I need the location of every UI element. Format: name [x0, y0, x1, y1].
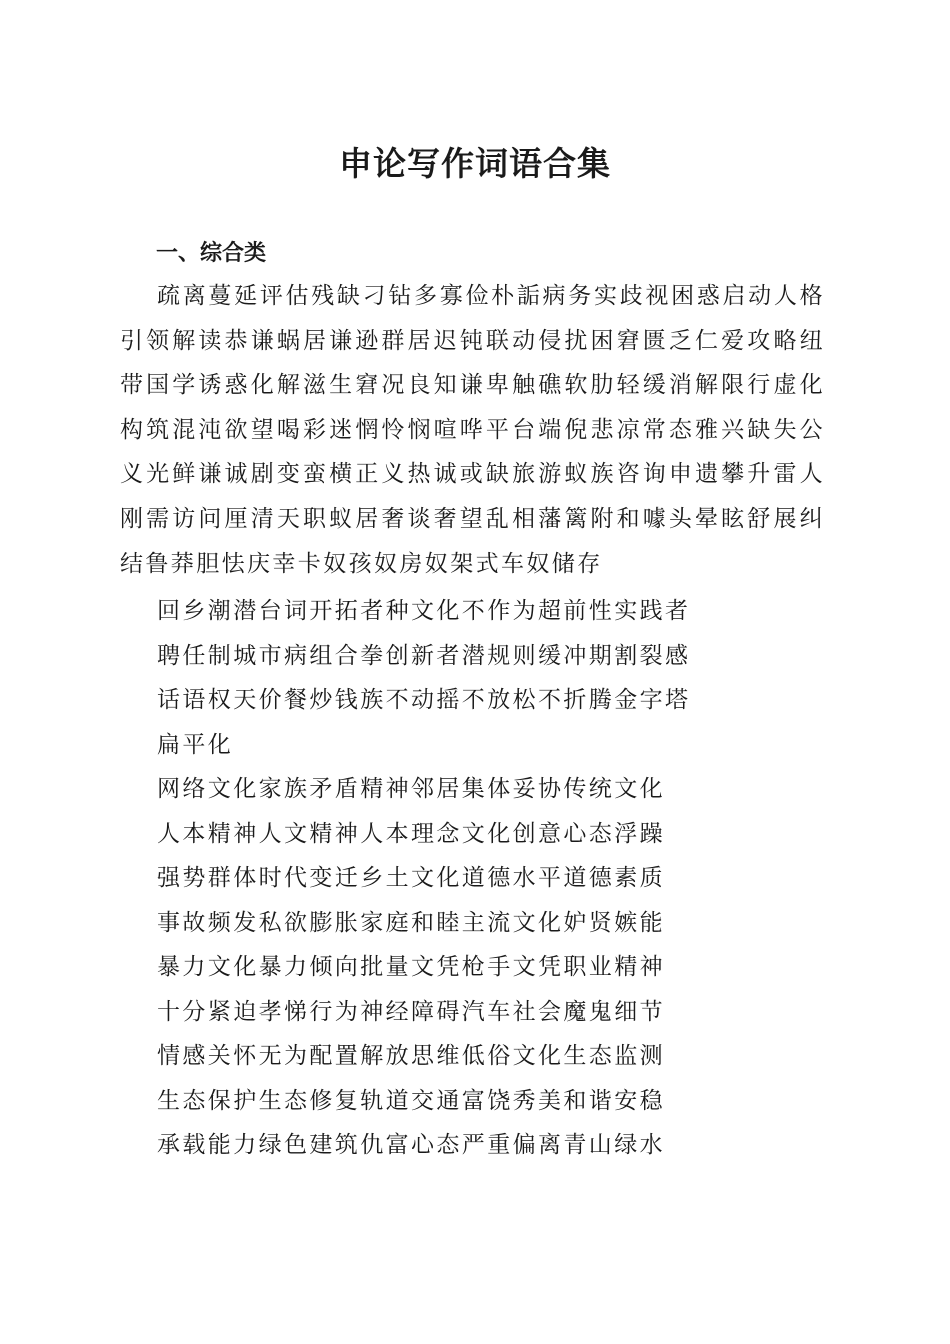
section-heading: 一、综合类 [156, 241, 267, 266]
term-line: 十分紧迫孝悌行为神经障碍汽车社会魔鬼细节 [157, 999, 665, 1025]
term-line: 扁平化 [157, 732, 234, 758]
term-line: 聘任制城市病组合拳创新者潜规则缓冲期割裂感 [157, 643, 691, 669]
term-line: 回乡潮潜台词开拓者种文化不作为超前性实践者 [157, 598, 691, 624]
term-line: 情感关怀无为配置解放思维低俗文化生态监测 [157, 1043, 665, 1069]
term-line: 人本精神人文精神人本理念文化创意心态浮躁 [157, 821, 665, 847]
term-line: 暴力文化暴力倾向批量文凭枪手文凭职业精神 [157, 954, 665, 980]
term-line: 承载能力绿色建筑仇富心态严重偏离青山绿水 [157, 1132, 665, 1158]
vocabulary-paragraph: 疏离蔓延评估残缺刁钻多寡俭朴詬病务实歧视困惑启动人格引领解读恭谦蜗居谦逊群居迟钝联动侵扰困窘匮乏仁爱攻略纽带国学诱惑化解滋生窘况良知谦卑触礁软肋轻缓消解限行虚化构筑混沌欲望喝彩迷惘怜悯喧哗平台端倪悲凉常态雅兴缺失公义光鲜谦诚剧变蛮横正义热诚或缺旅游蚁族咨询申遗攀升雷人刚需访问厘清天职蚁居奢谈奢望乱相藩篱附和噱头晕眩舒展纠结鲁莽胆怯庆幸卡奴孩奴房奴架式车奴储存 [120, 283, 825, 577]
term-line: 事故频发私欲膨胀家庭和睦主流文化妒贤嫉能 [157, 910, 665, 936]
term-line: 强势群体时代变迁乡土文化道德水平道德素质 [157, 865, 665, 891]
term-line: 网络文化家族矛盾精神邻居集体妥协传统文化 [157, 776, 665, 802]
term-line: 话语权天价餐炒钱族不动摇不放松不折腾金字塔 [157, 687, 691, 713]
term-line: 生态保护生态修复轨道交通富饶秀美和谐安稳 [157, 1088, 665, 1114]
document-title: 申论写作词语合集 [339, 144, 611, 183]
